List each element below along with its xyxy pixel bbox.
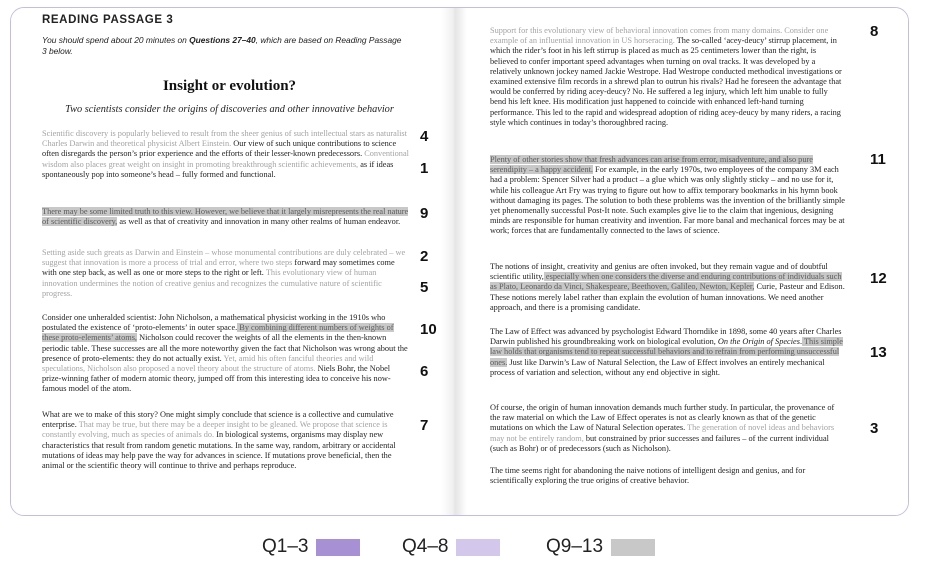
legend-q9-13 <box>546 535 655 559</box>
question-marker: 1 <box>420 160 429 177</box>
paragraph-5: What are we to make of this story? One might simply conclude that science is a collective and cumulative enterprise. That may be true, but there may be a deeper insight to be gleaned. We propose that science is constantly evolving, much as species of animals do. In biological systems, organisms may display new characteristics that result from random genetic mutations. In the same way, random, arbitrary or accidental mutations of ideas may help pave the way for advances in science. If mutations prove beneficial, then the animal or the scientific theory will continue to thrive and perhaps reproduce. <box>42 410 396 471</box>
passage-title: Insight or evolution? <box>162 78 297 94</box>
paragraph-8: The notions of insight, creativity and genius are often invoked, but they remain vague and of doubtful scientific utility, especially when one considers the diverse and enduring contributions of individuals such as Plato, Leonardo da Vinci, Shakespeare, Beethoven, Galileo, Newton, Kepler, Curie, Pasteur and Edison. These notions merely label rather than explain the evolution of human innovations. We need another approach, and there is a promising candidate. <box>490 262 845 312</box>
legend-label: Q9–13 <box>546 536 604 557</box>
question-marker: 12 <box>870 270 887 287</box>
question-marker: 3 <box>870 420 879 437</box>
paragraph-7: Plenty of other stories show that fresh advances can arise from error, misadventure, and also pure serendipity – a happy accident. For example, in the early 1970s, two employees of the company 3M each had a problem: Spencer Silver had a product – a glue which was only slightly sticky – and no use for it, while his colleague Art Fry was trying to figure out how to affix temporary bookmarks in his hymn book without damaging its pages. The solution to both these problems was the invention of the brilliantly simple yet phenomenally successful Post-It note. Such examples give lie to the claim that ingenious, designing minds are responsible for human creativity and invention. Far more banal and mechanical forces may be at work; forces that are fundamentally connected to the laws of science. <box>490 155 845 236</box>
legend-swatch <box>456 539 500 556</box>
passage-subtitle: Two scientists consider the origins of discoveries and other innovative behavior <box>65 104 394 115</box>
paragraph-9: The Law of Effect was advanced by psychologist Edward Thorndike in 1898, some 40 years after Charles Darwin published his groundbreaking work on biological evolution, On the Origin of Species. This simple law holds that organisms tend to repeat successful behaviors and to refrain from performing unsuccessful ones. Just like Darwin’s Law of Natural Selection, the Law of Effect involves an entirely mechanical process of variation and selection, without any end objective in sight. <box>490 327 843 377</box>
paragraph-10: Of course, the origin of human innovation demands much further study. In particular, the provenance of the raw material on which the Law of Effect operates is not as clearly known as that of the genetic mutations on which the Law of Natural Selection operates. The generation of novel ideas and behaviors may not be entirely random, but constrained by prior successes and failures – of the current individual (such as Bohr) or of predecessors (such as Nicholson). <box>490 403 835 453</box>
legend-label: Q4–8 <box>402 536 449 557</box>
question-marker: 8 <box>870 23 879 40</box>
paragraph-1: Scientific discovery is popularly believed to result from the sheer genius of such intellectual stars as naturalist Charles Darwin and theoretical physicist Albert Einstein. Our view of such unique contributions to science often disregards the person’s prior experience and the efforts of their lesser-known predecessors. Conventional wisdom also places great weight on insight in promoting breakthrough scientific achievements, as if ideas spontaneously pop into someone’s head – fully formed and functional. <box>42 129 409 179</box>
paragraph-2: There may be some limited truth to this view. However, we believe that it largely misrepresents the real nature of scientific discovery, as well as that of creativity and innovation in many other realms of human endeavor. <box>42 207 409 227</box>
legend-q1-3 <box>262 535 360 559</box>
book-gutter <box>441 8 467 515</box>
paragraph-4: Consider one unheralded scientist: John Nicholson, a mathematical physicist working in the 1910s who postulated the existence of ‘proto-elements’ in outer space. By combining different numbers of weights of these proto-elements’ atoms, Nicholson could recover the weights of all the elements in the then-known periodic table. These successes are all the more noteworthy given the fact that Nicholson was wrong about the presence of proto-elements: they do not actually exist. Yet, amid his often fanciful theories and wild speculations, Nicholson also proposed a novel theory about the structure of atoms. Niels Bohr, the Nobel prize-winning father of modern atomic theory, jumped off from this interesting idea to conceive his now-famous model of the atom. <box>42 313 408 394</box>
paragraph-3: Setting aside such greats as Darwin and Einstein – whose monumental contributions are duly celebrated – we suggest that innovation is more a process of trial and error, where two steps forward may sometimes come with one step back, as well as one or more steps to the right or left. This evolutionary view of human innovation undermines the notion of creative genius and recognizes the cumulative nature of scientific progress. <box>42 248 406 298</box>
paragraph-11: The time seems right for abandoning the naive notions of intelligent design and genius, and for scientifically exploring the true origins of creative behavior. <box>490 466 806 486</box>
legend-label: Q1–3 <box>262 536 309 557</box>
passage-heading: READING PASSAGE 3 <box>42 14 174 26</box>
question-marker: 7 <box>420 417 429 434</box>
legend-q4-8 <box>402 535 500 559</box>
question-marker: 6 <box>420 363 429 380</box>
paragraph-6: Support for this evolutionary view of behavioral innovation comes from many domains. Consider one example of an influential innovation in US horseracing. The so-called ‘acey-deucy’ stirrup placement, in which the rider’s foot in his left stirrup is placed as much as 25 centimeters lower than the right, is believed to confer important speed advantages when turning on oval tracks. It was developed by a relatively unknown jockey named Jackie Westrope. Had Westrope conducted methodical investigations or examined extensive film records in a shrewd plan to outrun his rivals? Had he foreseen the advantage that would be conferred by riding acey-deucy? No. He suffered a leg injury, which left him unable to fully bend his left knee. His modification just happened to coincide with enhanced left-hand turning performance. This led to the rapid and widespread adoption of riding acey-deucy by many riders, a racing style which continues in today’s thoroughbred racing. <box>490 26 842 127</box>
instructions: You should spend about 20 minutes on Questions 27–40, which are based on Reading Passage 3 below. <box>42 35 402 56</box>
question-marker: 9 <box>420 205 429 222</box>
question-marker: 2 <box>420 248 429 265</box>
question-marker: 11 <box>870 151 886 168</box>
question-marker: 13 <box>870 344 887 361</box>
question-marker: 10 <box>420 321 437 338</box>
legend-swatch <box>316 539 360 556</box>
legend-swatch <box>611 539 655 556</box>
question-marker: 4 <box>420 128 429 145</box>
question-marker: 5 <box>420 279 429 296</box>
